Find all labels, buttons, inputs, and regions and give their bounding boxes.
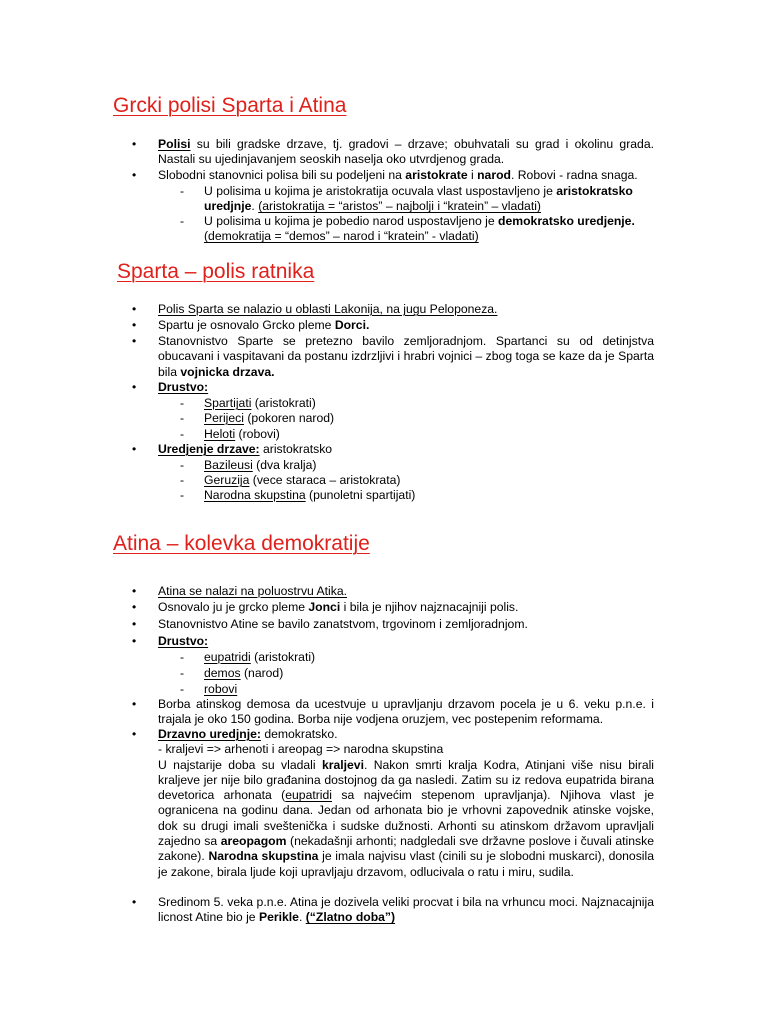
list-item-atina-pleme: Osnovalo ju je grcko pleme Jonci i bila je njihov najznacajniji polis. [158, 600, 519, 614]
dash-marker: - [180, 458, 185, 472]
list-item-polisi: Polisi su bili gradske drzave, tj. gradovi – drzave; obuhvatali su grad i okolinu grada. Nastali su ujedinjavanjem seoskih naselja oko utvrdjenog grada. [158, 137, 654, 167]
bullet: • [132, 442, 137, 456]
section-title-grcki-polisi: Grcki polisi Sparta i Atina [113, 94, 347, 117]
dash-marker: - [180, 411, 185, 425]
sublist-item-narodna-skupstina: Narodna skupstina (punoletni spartijati) [204, 488, 416, 502]
sublist-item-robovi: robovi [204, 682, 238, 696]
bullet: • [132, 895, 137, 909]
list-item-atina-drustvo: Drustvo: [158, 634, 209, 648]
list-item-atina-borba: Borba atinskog demosa da ucestvuje u upravljanju drzavom pocela je u 6. veku p.n.e. i trajala je oko 150 godina. Borba nije vodjena oruzjem, vec postepenim reformama. [158, 697, 654, 727]
bullet: • [132, 334, 137, 348]
list-item-sparta-uredjenje: Uredjenje drzave: aristokratsko [158, 442, 333, 456]
uredjenje-chain: - kraljevi => arhenoti i areopag => narodna skupstina [158, 742, 444, 757]
dash-marker: - [180, 666, 185, 680]
sublist-item-geruzija: Geruzija (vece staraca – aristokrata) [204, 473, 401, 487]
dash-marker: - [180, 488, 185, 502]
sublist-item-demos: demos (narod) [204, 666, 284, 680]
list-item-atina-uredjenje: Drzavno uredjnje: demokratsko. - kraljevi => arhenoti i areopag => narodna skupstina U najstarije doba su vladali kraljevi. Nakon smrti kralja Kodra, Atinjani više nisu birali kraljeve jer nije bilo građanina dostojnog da ga nasledi. Zatim su iz redova eupatrida birana devetorica arhonata (eupatridi sa najvećim stepenom upravljanja). Njihova vlast je ogranicena na godinu dana. Jedan od arhonata bio je vrhovni zapovednik atinske vojske, dok su drugi imali sveštenička i sudske dužnosti. Arhonti su atinskom državom upravljali zajedno sa areopagom (nekadašnji arhonti; nadgledali sve državne poslove i čuvali atinske zakone). Narodna skupstina je imala najvisu vlast (cinili su je slobodni muskarci), donosila je zakone, birala ljude koji upravljaju drzavom, odlucivala o ratu i miru, sudila. [158, 727, 655, 879]
bullet: • [132, 137, 137, 151]
sublist-item-demokratsko: U polisima u kojima je pobedio narod uspostavljeno je demokratsko uredjenje. (demokratija = “demos” – narod i “kratein” - vladati) [204, 214, 635, 244]
bullet: • [132, 168, 137, 182]
list-item-sparta-lokacija: Polis Sparta se nalazio u oblasti Lakonija, na jugu Peloponeza. [158, 302, 498, 316]
sublist-item-perijeci: Perijeci (pokoren narod) [204, 411, 335, 425]
bullet: • [132, 727, 137, 741]
sublist-item-spartijati: Spartijati (aristokrati) [204, 396, 316, 410]
dash-marker: - [180, 396, 185, 410]
sublist-item-aristokratsko: U polisima u kojima je aristokratija ocuvala vlast uspostavljeno je aristokratsko uredjnje. (aristokratija = “aristos” – najbolji i “kratein” – vladati) [204, 184, 633, 214]
bullet: • [132, 380, 137, 394]
section-title-atina: Atina – kolevka demokratije [113, 532, 370, 555]
bullet: • [132, 584, 137, 598]
list-item-atina-lokacija: Atina se nalazi na poluostrvu Atika. [158, 584, 348, 598]
dash-marker: - [180, 473, 185, 487]
bullet: • [132, 617, 137, 631]
list-item-sparta-drustvo: Drustvo: [158, 380, 209, 394]
dash-marker: - [180, 427, 185, 441]
section-title-sparta: Sparta – polis ratnika [117, 260, 315, 283]
dash-marker: - [180, 214, 185, 228]
bullet: • [132, 697, 137, 711]
bullet: • [132, 318, 137, 332]
list-item-slobodni: Slobodni stanovnici polisa bili su podeljeni na aristokrate i narod. Robovi - radna snaga. [158, 168, 638, 182]
sublist-item-eupatridi: eupatridi (aristokrati) [204, 650, 316, 664]
bullet: • [132, 634, 137, 648]
sublist-item-heloti: Heloti (robovi) [204, 427, 280, 441]
bullet: • [132, 302, 137, 316]
list-item-atina-stanovnistvo: Stanovnistvo Atine se bavilo zanatstvom, trgovinom i zemljoradnjom. [158, 617, 528, 631]
dash-marker: - [180, 184, 185, 198]
list-item-sparta-pleme: Spartu je osnovalo Grcko pleme Dorci. [158, 318, 370, 332]
sublist-item-bazileusi: Bazileusi (dva kralja) [204, 458, 317, 472]
list-item-sparta-stanovnistvo: Stanovnistvo Sparte se pretezno bavilo zemljoradnjom. Spartanci su od detinjstva obucavani i vaspitavani da postanu izdrzljivi i hrabri vojnici – zbog toga se kaze da je Sparta bila vojnicka drzava. [158, 334, 654, 379]
list-item-atina-perikle: Sredinom 5. veka p.n.e. Atina je dozivela veliki procvat i bila na vrhuncu moci. Najznacajnija licnost Atine bio je Perikle. (“Zlatno doba”) [158, 895, 654, 925]
dash-marker: - [180, 682, 185, 696]
dash-marker: - [180, 650, 185, 664]
bullet: • [132, 600, 137, 614]
